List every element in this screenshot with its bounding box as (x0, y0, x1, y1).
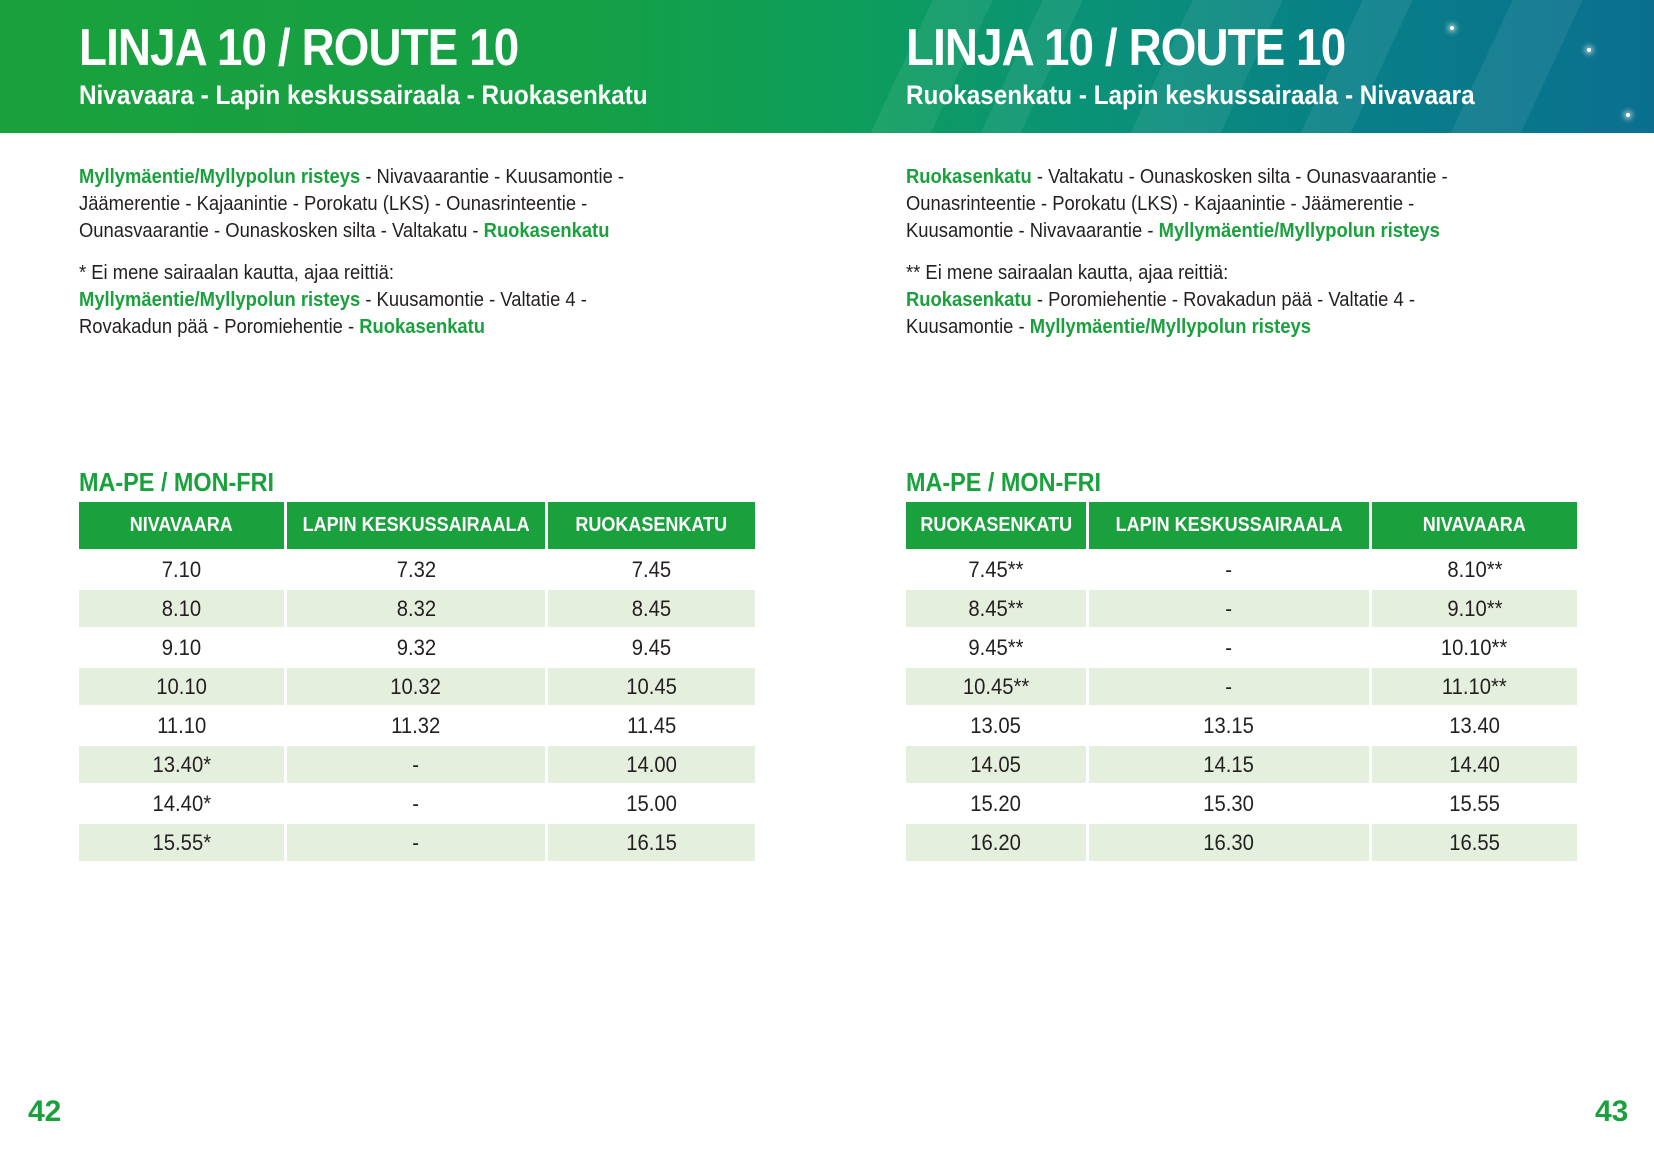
route-text: - Valtakatu - Ounaskosken silta - Ounasvaarantie - (1031, 166, 1448, 188)
time-cell: 16.20 (906, 822, 1086, 861)
time-cell: 9.32 (287, 627, 545, 666)
route-text: Ounasvaarantie - Ounaskosken silta - Valtakatu - (79, 220, 484, 242)
route-text: Rovakadun pää - Poromiehentie - (79, 316, 360, 338)
time-cell: 11.32 (287, 705, 545, 744)
timetable-row (906, 627, 1577, 666)
timetable-row (79, 705, 755, 744)
route-stop-highlight: Myllymäentie/Myllypolun risteys (1029, 316, 1311, 338)
timetable-row (79, 783, 755, 822)
route-text: - Nivavaarantie - Kuusamontie - (360, 166, 625, 188)
left-timetable (76, 502, 758, 861)
banner-star (1626, 113, 1630, 117)
time-cell: 14.05 (906, 744, 1086, 783)
time-cell: 13.40 (1372, 705, 1577, 744)
route-stop-highlight: Ruokasenkatu (483, 220, 610, 242)
time-cell: 10.45 (548, 666, 755, 705)
timetable-row (906, 588, 1577, 627)
route-stop-highlight: Ruokasenkatu (359, 316, 486, 338)
timetable-row (906, 822, 1577, 861)
route-text: - Poromiehentie - Rovakadun pää - Valtatie 4 - (1031, 289, 1415, 311)
route-stop-highlight: Myllymäentie/Myllypolun risteys (79, 289, 361, 311)
column-header: LAPIN KESKUSSAIRAALA (287, 502, 545, 549)
route-text: - Kuusamontie - Valtatie 4 - (360, 289, 587, 311)
time-cell: 10.32 (287, 666, 545, 705)
time-cell: 11.10** (1372, 666, 1577, 705)
time-cell: - (1089, 627, 1369, 666)
route-stop-highlight: Ruokasenkatu (906, 289, 1032, 311)
time-cell: 7.45** (906, 549, 1086, 588)
time-cell: 14.00 (548, 744, 755, 783)
timetable-row (906, 549, 1577, 588)
timetable-row (79, 627, 755, 666)
time-cell: 9.10** (1372, 588, 1577, 627)
time-cell: 13.05 (906, 705, 1086, 744)
time-cell: 8.45 (548, 588, 755, 627)
time-cell: - (287, 744, 545, 783)
time-cell: 16.55 (1372, 822, 1577, 861)
column-header: LAPIN KESKUSSAIRAALA (1089, 502, 1369, 549)
route-stop-highlight: Myllymäentie/Myllypolun risteys (79, 166, 361, 188)
time-cell: 15.55 (1372, 783, 1577, 822)
time-cell: 10.45** (906, 666, 1086, 705)
page-number-right: 43 (1595, 1095, 1629, 1128)
left-schedule-heading: MA-PE / MON-FRI (79, 467, 274, 497)
left-route-description (79, 164, 668, 245)
time-cell: 9.10 (79, 627, 284, 666)
right-page-subtitle: Ruokasenkatu - Lapin keskussairaala - Nivavaara (906, 80, 1475, 110)
header-banner (0, 0, 1654, 133)
time-cell: 8.10** (1372, 549, 1577, 588)
timetable-row (906, 666, 1577, 705)
time-cell: 14.15 (1089, 744, 1369, 783)
left-page-title: LINJA 10 / ROUTE 10 (79, 19, 519, 77)
time-cell: 9.45 (548, 627, 755, 666)
right-schedule-heading: MA-PE / MON-FRI (906, 467, 1101, 497)
right-page-title: LINJA 10 / ROUTE 10 (906, 19, 1346, 77)
time-cell: 8.10 (79, 588, 284, 627)
time-cell: 10.10 (79, 666, 284, 705)
right-route-note (906, 260, 1495, 341)
time-cell: 7.32 (287, 549, 545, 588)
route-text: Kuusamontie - (906, 316, 1030, 338)
banner-light-ray (1433, 0, 1596, 133)
timetable-row (906, 783, 1577, 822)
right-timetable (903, 502, 1580, 861)
banner-star (1587, 48, 1591, 52)
route-text: Kuusamontie - Nivavaarantie - (906, 220, 1159, 242)
time-cell: 14.40 (1372, 744, 1577, 783)
route-text: Jäämerentie - Kajaanintie - Porokatu (LKS) - Ounasrinteentie - (79, 193, 588, 215)
time-cell: 11.10 (79, 705, 284, 744)
right-route-description (906, 164, 1495, 245)
column-header: NIVAVAARA (1372, 502, 1577, 549)
time-cell: 8.45** (906, 588, 1086, 627)
time-cell: 16.30 (1089, 822, 1369, 861)
time-cell: 9.45** (906, 627, 1086, 666)
time-cell: 13.40* (79, 744, 284, 783)
time-cell: - (287, 783, 545, 822)
route-stop-highlight: Myllymäentie/Myllypolun risteys (1158, 220, 1440, 242)
time-cell: 15.55* (79, 822, 284, 861)
timetable-row (906, 705, 1577, 744)
column-header: RUOKASENKATU (906, 502, 1086, 549)
column-header: RUOKASENKATU (548, 502, 755, 549)
timetable-header-row (906, 502, 1577, 549)
time-cell: 15.20 (906, 783, 1086, 822)
time-cell: 14.40* (79, 783, 284, 822)
time-cell: 13.15 (1089, 705, 1369, 744)
timetable-row (906, 744, 1577, 783)
time-cell: - (287, 822, 545, 861)
left-page-subtitle: Nivavaara - Lapin keskussairaala - Ruokasenkatu (79, 80, 648, 110)
left-route-note (79, 260, 668, 341)
route-note-intro: ** Ei mene sairaalan kautta, ajaa reittiä: (906, 262, 1229, 284)
route-stop-highlight: Ruokasenkatu (906, 166, 1032, 188)
timetable-header-row (79, 502, 755, 549)
time-cell: 16.15 (548, 822, 755, 861)
time-cell: 8.32 (287, 588, 545, 627)
timetable-row (79, 822, 755, 861)
timetable-row (79, 549, 755, 588)
timetable-row (79, 744, 755, 783)
time-cell: 15.00 (548, 783, 755, 822)
time-cell: - (1089, 549, 1369, 588)
time-cell: 11.45 (548, 705, 755, 744)
time-cell: 7.45 (548, 549, 755, 588)
time-cell: 7.10 (79, 549, 284, 588)
column-header: NIVAVAARA (79, 502, 284, 549)
route-note-intro: * Ei mene sairaalan kautta, ajaa reittiä: (79, 262, 395, 284)
page-number-left: 42 (28, 1095, 62, 1128)
time-cell: 15.30 (1089, 783, 1369, 822)
banner-star (1450, 26, 1454, 30)
time-cell: - (1089, 666, 1369, 705)
time-cell: 10.10** (1372, 627, 1577, 666)
timetable-row (79, 666, 755, 705)
timetable-row (79, 588, 755, 627)
route-text: Ounasrinteentie - Porokatu (LKS) - Kajaanintie - Jäämerentie - (906, 193, 1415, 215)
time-cell: - (1089, 588, 1369, 627)
